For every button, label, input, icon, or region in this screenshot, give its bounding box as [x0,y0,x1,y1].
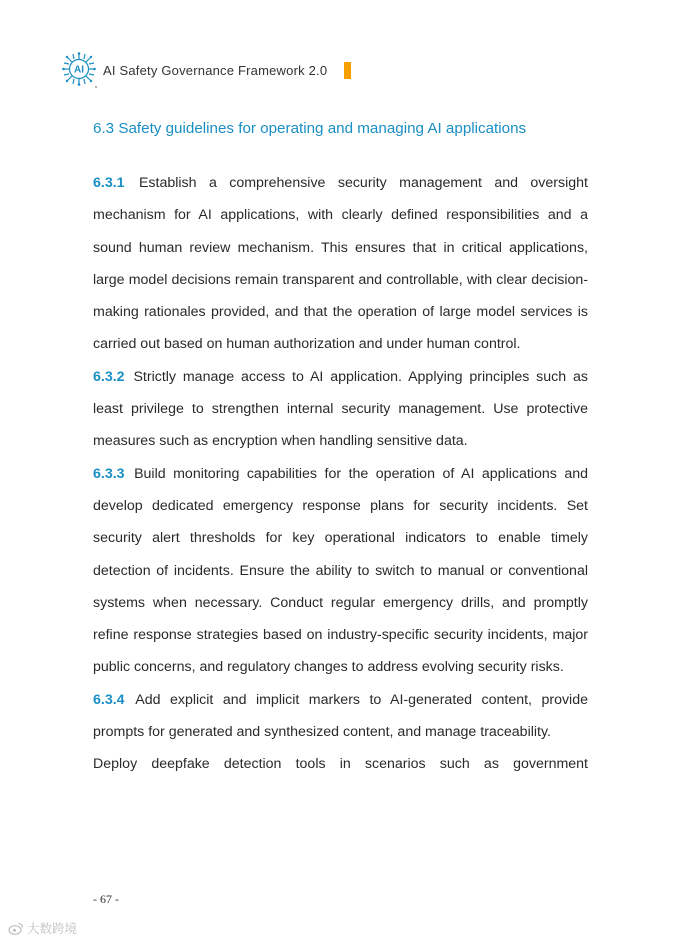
paragraph-text: Strictly manage access to AI application. Applying principles such as least privilege to strengthen internal security management. Use protective measures such as encryption when handling sensitive data. [93,368,588,450]
header-accent-bar [344,62,351,79]
paragraph-6-3-2 [93,361,588,458]
paragraph-number: 6.3.3 [93,465,125,482]
page-number: - 67 - [93,892,119,906]
paragraph-text: Build monitoring capabilities for the operation of AI applications and develop dedicated emergency response plans for security incidents. Set security alert thresholds for key operational indicators to enable timely detection of incidents. Ensure the ability to switch to manual or conventional systems when necessary. Conduct regular emergency drills, and promptly refine response strategies based on industry-specific security incidents, major public concerns, and regulatory changes to address evolving security risks. [93,465,588,676]
weibo-icon [8,921,24,936]
paragraph-6-3-1 [93,167,588,361]
document-title: AI Safety Governance Framework 2.0 [103,63,328,78]
section-heading: 6.3 Safety guidelines for operating and managing AI applications [93,120,527,137]
paragraph-text: Add explicit and implicit markers to AI-generated content, provide prompts for generated and synthesized content, and manage traceability. [93,691,588,741]
paragraph-6-3-3 [93,458,588,684]
paragraph-number: 6.3.4 [93,691,125,708]
paragraph-text: Establish a comprehensive security management and oversight mechanism for AI applications, with clearly defined responsibilities and a sound human review mechanism. This ensures that in critical applications, large model decisions remain transparent and controllable, with clear decision-making rationales provided, and that the operation of large model services is carried out based on human authorization and under human control. [93,175,588,353]
paragraph-number: 6.3.2 [93,368,125,385]
watermark-text: 大数跨境 [27,921,78,936]
section-body [93,167,588,781]
paragraph-text: Deploy deepfake detection tools in scenarios such as government [93,756,588,773]
watermark [8,919,77,937]
paragraph-6-3-4 [93,684,588,749]
logo-text: AI [74,64,84,76]
page-header [62,52,382,88]
paragraph-continuation [93,748,588,780]
ai-chip-logo-icon [62,52,96,86]
paragraph-number: 6.3.1 [93,175,125,191]
decorative-dot [95,86,97,88]
